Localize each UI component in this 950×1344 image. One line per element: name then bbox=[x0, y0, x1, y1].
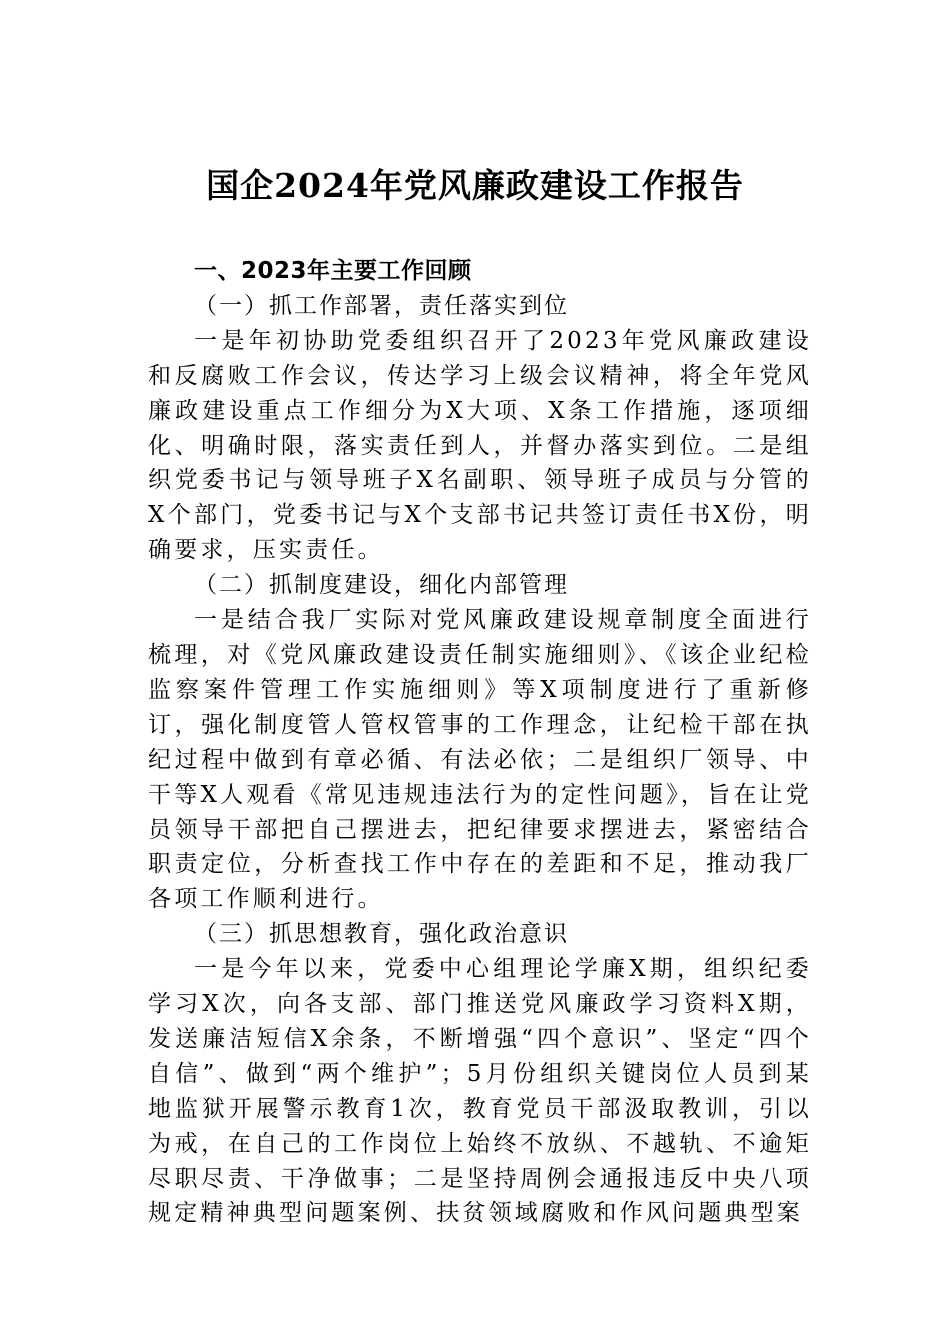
subsection-heading-1: （一）抓工作部署，责任落实到位 bbox=[194, 292, 569, 319]
document-title: 国企2024年党风廉政建设工作报告 bbox=[206, 166, 744, 205]
subsection-heading-3: （三）抓思想教育，强化政治意识 bbox=[194, 921, 569, 948]
section-heading: 一、2023年主要工作回顾 bbox=[194, 258, 472, 284]
paragraph-3: 一是今年以来，党委中心组理论学廉X期，组织纪委学习X次，向各支部、部门推送党风廉政学习资料X期，发送廉洁短信X余条，不断增强“四个意识”、坚定“四个自信”、做到“两个维护”；5月份组织关键岗位人员到某地监狱开展警示教育1次，教育党员干部汲取教训，引以为戒，在自己的工作岗位上始终不放纵、不越轨、不逾矩尽职尽责、干净做事；二是坚持周例会通报违反中央八项规定精神典型问题案例、扶贫领域腐败和作风问题典型案 bbox=[148, 956, 812, 1227]
paragraph-1: 一是年初协助党委组织召开了2023年党风廉政建设和反腐败工作会议，传达学习上级会议精神，将全年党风廉政建设重点工作细分为X大项、X条工作措施，逐项细化、明确时限，落实责任到人，并督办落实到位。二是组织党委书记与领导班子X名副职、领导班子成员与分管的X个部门，党委书记与X个支部书记共签订责任书X份，明确要求，压实责任。 bbox=[148, 327, 812, 564]
paragraph-2: 一是结合我厂实际对党风廉政建设规章制度全面进行梳理，对《党风廉政建设责任制实施细则》、《该企业纪检监察案件管理工作实施细则》等X项制度进行了重新修订，强化制度管人管权管事的工作理念，让纪检干部在执纪过程中做到有章必循、有法必依；二是组织厂领导、中干等X人观看《常见违规违法行为的定性问题》，旨在让党员领导干部把自己摆进去，把纪律要求摆进去，紧密结合职责定位，分析查找工作中存在的差距和不足，推动我厂各项工作顺利进行。 bbox=[148, 607, 812, 913]
subsection-heading-2: （二）抓制度建设，细化内部管理 bbox=[194, 572, 569, 599]
document-body bbox=[148, 254, 812, 1231]
